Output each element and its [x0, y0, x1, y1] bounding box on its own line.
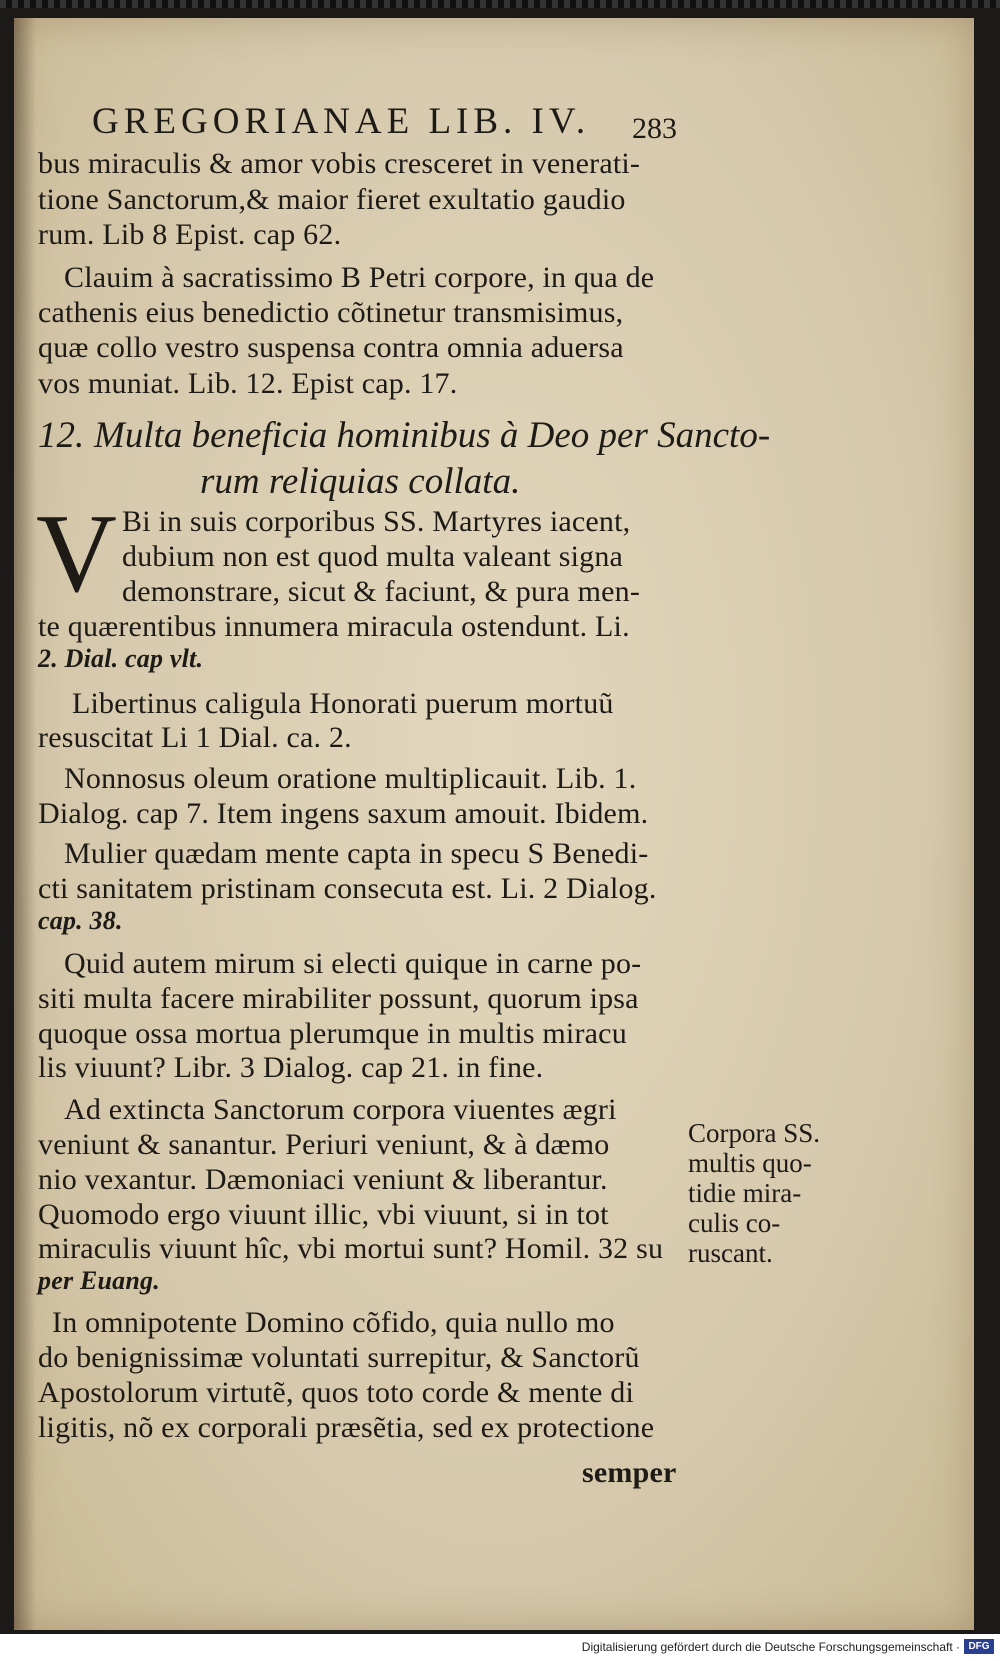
- catchword: semper: [582, 1456, 677, 1489]
- marginal-note-line: Corpora SS.: [688, 1118, 821, 1148]
- marginal-note-line: tidie mira-: [688, 1178, 802, 1208]
- text-line: per Euang.: [38, 1266, 160, 1295]
- running-title: GREGORIANAE LIB. IV.: [92, 101, 591, 142]
- text-line: Apostolorum virtutẽ, quos toto corde & mente di: [38, 1376, 634, 1409]
- text-line: Nonnosus oleum oratione multiplicauit. Lib. 1.: [64, 762, 637, 795]
- text-line: cap. 38.: [38, 906, 123, 935]
- text-line: Ad extincta Sanctorum corpora viuentes ægri: [64, 1093, 617, 1126]
- marginal-note-line: ruscant.: [688, 1238, 773, 1268]
- text-line: cti sanitatem pristinam consecuta est. Li. 2 Dialog.: [38, 872, 657, 905]
- text-line: quoque ossa mortua plerumque in multis miracu: [38, 1017, 627, 1050]
- section-heading-line1: Multa beneficia hominibus à Deo per Sancto-: [94, 415, 771, 456]
- text-line: vos muniat. Lib. 12. Epist cap. 17.: [38, 367, 458, 400]
- dfg-logo-icon: DFG: [964, 1639, 994, 1654]
- text-line: Libertinus caligula Honorati puerum mortuũ: [72, 687, 614, 720]
- drop-capital: V: [36, 492, 117, 616]
- section-heading-line2: rum reliquias collata.: [200, 461, 521, 502]
- text-line: demonstrare, sicut & faciunt, & pura men-: [122, 575, 641, 608]
- text-line: dubium non est quod multa valeant signa: [122, 540, 624, 573]
- section-number: 12.: [38, 415, 85, 456]
- text-line: rum. Lib 8 Epist. cap 62.: [38, 218, 342, 251]
- text-line: do benignissimæ voluntati surrepitur, & Sanctorũ: [38, 1341, 640, 1374]
- marginal-note-line: culis co-: [688, 1208, 781, 1238]
- page-number: 283: [632, 112, 677, 145]
- text-line: Mulier quædam mente capta in specu S Benedi-: [64, 837, 649, 870]
- text-line: bus miraculis & amor vobis cresceret in venerati-: [38, 147, 641, 180]
- text-line: siti multa facere mirabiliter possunt, quorum ipsa: [38, 982, 639, 1015]
- footer-credit: Digitalisierung gefördert durch die Deutsche Forschungsgemeinschaft ·: [581, 1640, 960, 1654]
- text-line: ligitis, nõ ex corporali præsẽtia, sed ex protectione: [38, 1411, 655, 1444]
- text-line: Quomodo ergo viuunt illic, vbi viuunt, si in tot: [38, 1198, 609, 1231]
- text-line: tione Sanctorum,& maior fieret exultatio gaudio: [38, 183, 626, 216]
- text-line: Dialog. cap 7. Item ingens saxum amouit. Ibidem.: [38, 797, 649, 830]
- text-line: Quid autem mirum si electi quique in carne po-: [64, 947, 642, 980]
- text-line: te quærentibus innumera miracula ostendunt. Li.: [38, 610, 630, 643]
- text-line: 2. Dial. cap vlt.: [38, 644, 204, 673]
- text-line: nio vexantur. Dæmoniaci veniunt & liberantur.: [38, 1163, 608, 1196]
- text-line: In omnipotente Domino cõfido, quia nullo mo: [52, 1306, 615, 1339]
- text-line: miraculis viuunt hîc, vbi mortui sunt? Homil. 32 su: [38, 1232, 664, 1265]
- text-line: quæ collo vestro suspensa contra omnia aduersa: [38, 331, 624, 364]
- text-line: resuscitat Li 1 Dial. ca. 2.: [38, 721, 352, 754]
- spine-shadow: [14, 18, 36, 1630]
- marginal-note-line: multis quo-: [688, 1148, 812, 1178]
- text-line: lis viuunt? Libr. 3 Dialog. cap 21. in fine.: [38, 1051, 544, 1084]
- text-line: Clauim à sacratissimo B Petri corpore, in qua de: [64, 261, 655, 294]
- top-scan-strip: [0, 0, 1000, 8]
- text-line: Bi in suis corporibus SS. Martyres iacent,: [122, 505, 631, 538]
- text-line: cathenis eius benedictio cõtinetur transmisimus,: [38, 296, 624, 329]
- text-line: veniunt & sanantur. Periuri veniunt, & à dæmo: [38, 1128, 610, 1161]
